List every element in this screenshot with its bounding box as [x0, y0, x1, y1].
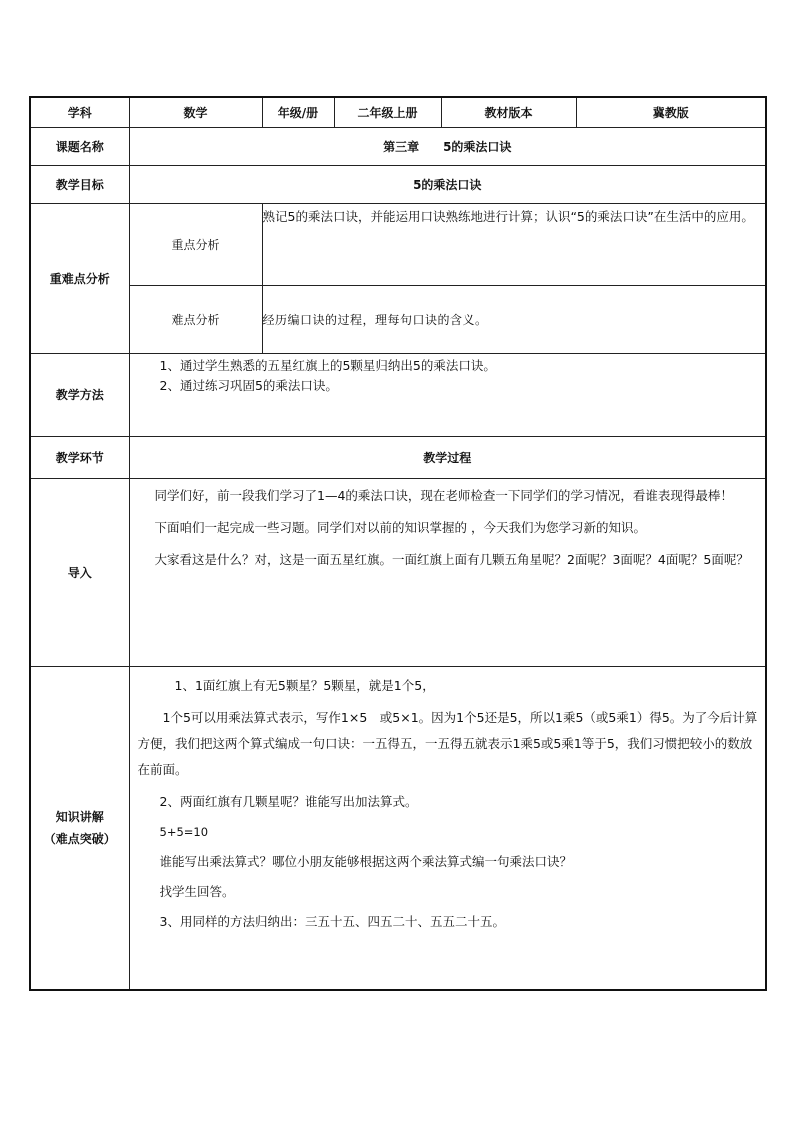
process-header-row — [30, 436, 766, 478]
subject-value: 数学 — [129, 97, 262, 127]
edition-value: 冀教版 — [576, 97, 766, 127]
method-cell — [129, 353, 766, 436]
knowledge-label — [30, 666, 129, 990]
knowledge-label-line2: （难点突破） — [43, 831, 116, 846]
difficult-point-cell — [262, 285, 766, 353]
knowledge-paragraph: 1个5可以用乘法算式表示，写作1×5 或5×1。因为1个5还是5，所以1乘5（或5乘1）得5。为了今后计算方便，我们把这两个算式编成一句口诀：一五得五，一五得五就表示1乘5或5乘1等于5，我们习惯把较小的数放在前面。 — [137, 709, 758, 777]
method-label: 教学方法 — [30, 353, 129, 436]
intro-paragraph: 下面咱们一起完成一些习题。同学们对以前的知识掌握的 ，今天我们为您学习新的知识。 — [154, 519, 646, 535]
difficult-analysis-row — [30, 285, 766, 353]
header-row — [30, 97, 766, 127]
key-point-cell — [262, 203, 766, 285]
intro-paragraph: 同学们好，前一段我们学习了1—4的乘法口诀，现在老师检查一下同学们的学习情况，看谁表现得最棒！ — [154, 487, 733, 503]
process-label: 教学过程 — [129, 436, 766, 478]
method-item: 2、通过练习巩固5的乘法口诀。 — [159, 377, 338, 393]
knowledge-paragraph: 找学生回答。 — [159, 883, 235, 899]
subject-label: 学科 — [30, 97, 129, 127]
grade-label: 年级/册 — [262, 97, 334, 127]
lesson-title-value: 第三章 5的乘法口诀 — [129, 127, 766, 165]
analysis-label: 重难点分析 — [30, 203, 129, 353]
intro-row — [30, 478, 766, 666]
lesson-title-label: 课题名称 — [30, 127, 129, 165]
goal-value: 5的乘法口诀 — [129, 165, 766, 203]
difficult-point-text: 经历编口诀的过程，理每句口诀的含义。 — [262, 312, 488, 327]
lesson-plan-table — [29, 96, 767, 991]
knowledge-cell — [129, 666, 766, 990]
goal-row — [30, 165, 766, 203]
lesson-title-row — [30, 127, 766, 165]
knowledge-paragraph: 2、两面红旗有几颗星呢？谁能写出加法算式。 — [159, 793, 418, 809]
stage-label: 教学环节 — [30, 436, 129, 478]
intro-paragraph: 大家看这是什么？对，这是一面五星红旗。一面红旗上面有几颗五角星呢？2面呢？3面呢？4面呢？5面呢？ — [154, 551, 749, 567]
knowledge-paragraph: 1、1面红旗上有无5颗星？5颗星，就是1个5， — [174, 677, 435, 693]
intro-cell — [129, 478, 766, 666]
knowledge-paragraph: 谁能写出乘法算式？哪位小朋友能够根据这两个乘法算式编一句乘法口诀？ — [159, 853, 573, 869]
method-item: 1、通过学生熟悉的五星红旗上的5颗星归纳出5的乘法口诀。 — [159, 357, 496, 373]
knowledge-label-line1: 知识讲解 — [55, 809, 104, 824]
goal-label: 教学目标 — [30, 165, 129, 203]
knowledge-paragraph: 3、用同样的方法归纳出：三五十五、四五二十、五五二十五。 — [159, 913, 505, 929]
key-point-label: 重点分析 — [129, 203, 262, 285]
difficult-point-label: 难点分析 — [129, 285, 262, 353]
grade-value: 二年级上册 — [334, 97, 441, 127]
edition-label: 教材版本 — [441, 97, 576, 127]
knowledge-paragraph: 5+5=10 — [159, 824, 209, 839]
knowledge-row — [30, 666, 766, 990]
method-row — [30, 353, 766, 436]
key-point-text: 熟记5的乘法口诀，并能运用口诀熟练地进行计算；认识“5的乘法口诀”在生活中的应用。 — [262, 208, 754, 224]
intro-label: 导入 — [30, 478, 129, 666]
key-analysis-row — [30, 203, 766, 285]
